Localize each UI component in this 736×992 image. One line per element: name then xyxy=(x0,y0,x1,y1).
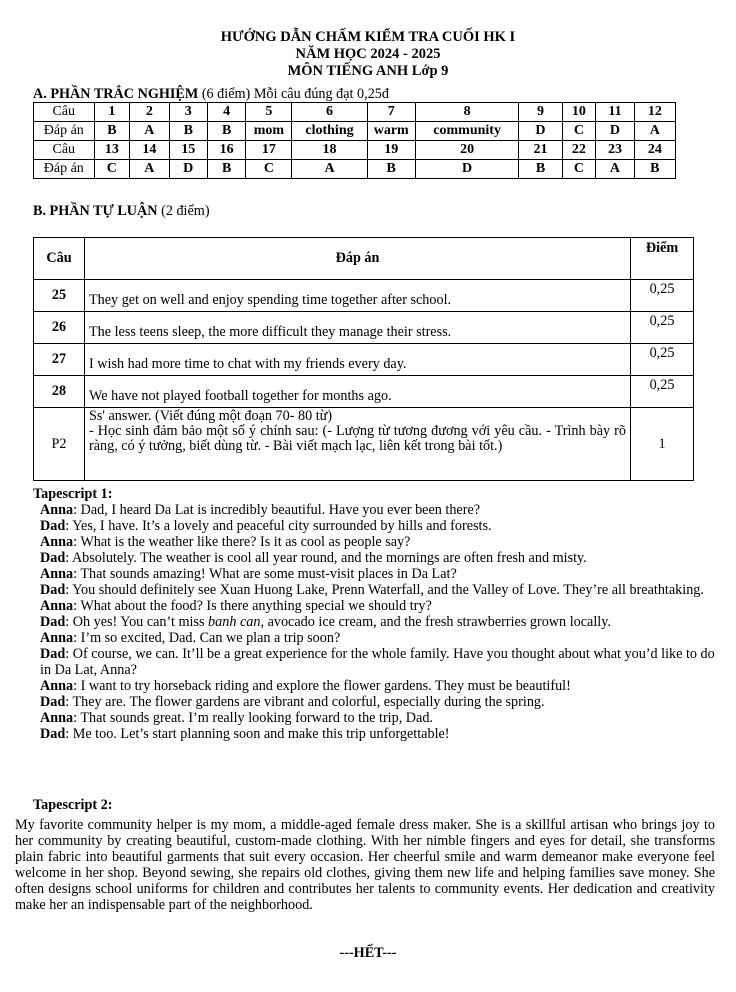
essay-row xyxy=(34,376,694,408)
dialogue-text: : Me too. Let’s start planning soon and make this trip unforgettable! xyxy=(65,726,450,742)
section-b-heading xyxy=(33,203,210,220)
writing-requirement: Ss' answer. (Viết đúng một đoạn 70- 80 từ) xyxy=(89,408,333,424)
essay-points: 0,25 xyxy=(631,312,694,344)
mc-label-dapan: Đáp án xyxy=(34,122,95,141)
speaker-name: Dad xyxy=(40,726,66,742)
dialogue-text: : Dad, I heard Da Lat is incredibly beautiful. Have you ever been there? xyxy=(73,502,481,518)
mc-cell: 18 xyxy=(292,141,367,160)
essay-points: 0,25 xyxy=(631,344,694,376)
essay-answer: I wish had more time to chat with my friends every day. xyxy=(85,344,631,376)
essay-answer: They get on well and enjoy spending time together after school. xyxy=(85,280,631,312)
dialogue-line xyxy=(33,710,715,726)
mc-row-answers-1 xyxy=(34,122,676,141)
mc-cell: 6 xyxy=(292,103,367,122)
mc-cell: B xyxy=(634,160,675,179)
section-b-title: B. PHẦN TỰ LUẬN xyxy=(33,203,158,219)
mc-label-dapan: Đáp án xyxy=(34,160,95,179)
mc-cell: 20 xyxy=(415,141,519,160)
header-school-year: NĂM HỌC 2024 - 2025 xyxy=(295,46,441,62)
mc-cell: B xyxy=(169,122,207,141)
mc-cell: B xyxy=(207,160,245,179)
mc-cell: 10 xyxy=(562,103,596,122)
dialogue-line xyxy=(33,518,715,534)
dialogue-text: : That sounds great. I’m really looking forward to the trip, Dad. xyxy=(73,710,433,726)
dialogue-text: : I want to try horseback riding and explore the flower gardens. They must be beautiful! xyxy=(73,678,571,694)
speaker-name: Anna xyxy=(40,678,74,694)
dialogue-text: : Yes, I have. It’s a lovely and peaceful city surrounded by hills and forests. xyxy=(65,518,492,534)
speaker-name: Anna xyxy=(40,502,74,518)
header-title: HƯỚNG DẪN CHẤM KIỂM TRA CUỐI HK I xyxy=(220,29,516,45)
mc-cell: D xyxy=(596,122,634,141)
dialogue-text: : They are. The flower gardens are vibrant and colorful, especially during the spring. xyxy=(65,694,545,710)
dialogue-text: : I’m so excited, Dad. Can we plan a trip soon? xyxy=(73,630,341,646)
mc-cell: A xyxy=(130,122,169,141)
dialogue-line xyxy=(33,582,715,598)
mc-cell: warm xyxy=(367,122,415,141)
mc-cell: A xyxy=(634,122,675,141)
mc-cell: 5 xyxy=(246,103,292,122)
speaker-name: Dad xyxy=(40,646,66,662)
essay-col-dapan: Đáp án xyxy=(85,238,631,280)
mc-cell: 24 xyxy=(634,141,675,160)
essay-question-number: 27 xyxy=(34,344,85,376)
dialogue-line xyxy=(33,502,715,518)
tapescript-1 xyxy=(33,486,715,742)
mc-cell: C xyxy=(562,122,596,141)
dialogue-line xyxy=(33,614,715,630)
mc-cell: B xyxy=(94,122,130,141)
mc-cell: mom xyxy=(246,122,292,141)
mc-cell: 3 xyxy=(169,103,207,122)
mc-cell: 1 xyxy=(94,103,130,122)
mc-cell: 13 xyxy=(94,141,130,160)
dialogue-line xyxy=(33,630,715,646)
section-a-heading xyxy=(33,86,389,102)
essay-points: 0,25 xyxy=(631,280,694,312)
tapescript-2-title: Tapescript 2: xyxy=(33,797,113,813)
mc-cell: 14 xyxy=(130,141,169,160)
speaker-name: Anna xyxy=(40,566,74,582)
mc-row-numbers-2 xyxy=(34,141,676,160)
speaker-name: Dad xyxy=(40,694,66,710)
essay-row-p2 xyxy=(34,408,694,481)
essay-question-number: 26 xyxy=(34,312,85,344)
mc-cell: D xyxy=(519,122,562,141)
mc-cell: 4 xyxy=(207,103,245,122)
mc-cell: A xyxy=(130,160,169,179)
speaker-name: Dad xyxy=(40,614,66,630)
dish-name: banh can xyxy=(208,614,261,630)
mc-cell: A xyxy=(596,160,634,179)
mc-cell: 15 xyxy=(169,141,207,160)
speaker-name: Anna xyxy=(40,630,74,646)
essay-question-number: P2 xyxy=(34,408,85,481)
dialogue-text: : What is the weather like there? Is it as cool as people say? xyxy=(73,534,411,550)
essay-row xyxy=(34,312,694,344)
mc-row-numbers-1 xyxy=(34,103,676,122)
speaker-name: Dad xyxy=(40,582,66,598)
mc-cell: 22 xyxy=(562,141,596,160)
mc-cell: B xyxy=(519,160,562,179)
mc-row-answers-2 xyxy=(34,160,676,179)
essay-col-cau: Câu xyxy=(34,238,85,280)
dialogue-text: : What about the food? Is there anything special we should try? xyxy=(73,598,432,614)
essay-answer-table xyxy=(33,237,694,481)
essay-header-row xyxy=(34,238,694,280)
essay-answer: The less teens sleep, the more difficult they manage their stress. xyxy=(85,312,631,344)
mc-cell: 12 xyxy=(634,103,675,122)
mc-label-cau: Câu xyxy=(34,103,95,122)
dialogue-line xyxy=(33,566,715,582)
mc-cell: community xyxy=(415,122,519,141)
mc-cell: C xyxy=(562,160,596,179)
dialogue-line xyxy=(33,726,715,742)
essay-row xyxy=(34,344,694,376)
essay-row xyxy=(34,280,694,312)
mc-cell: 23 xyxy=(596,141,634,160)
essay-col-diem: Điểm xyxy=(631,238,694,280)
essay-points: 0,25 xyxy=(631,376,694,408)
tapescript-1-dialogue xyxy=(33,502,715,742)
mc-cell: clothing xyxy=(292,122,367,141)
mc-cell: 8 xyxy=(415,103,519,122)
mc-cell: D xyxy=(169,160,207,179)
dialogue-line xyxy=(33,646,715,678)
essay-points: 1 xyxy=(631,408,694,481)
essay-question-number: 28 xyxy=(34,376,85,408)
mc-cell: B xyxy=(367,160,415,179)
tapescript-2-text: My favorite community helper is my mom, a middle-aged female dress maker. She is a skillful artisan who brings joy to her community by creating beautiful, custom-made clothing. With her nimble fingers and eyes for detail, she transforms plain fabric into beautiful garments that suit every occasion. Her cheerful smile and warm demeanor make everyone feel welcome in her shop. Beyond sewing, she repairs old clothes, giving them new life and helping families save money. She often designs school uniforms for children and contributes her talents to community events. Her dedication and creativity make her an indispensable part of the neighborhood. xyxy=(15,817,715,913)
mc-cell: 7 xyxy=(367,103,415,122)
dialogue-line xyxy=(33,694,715,710)
dialogue-text: : Of course, we can. It’ll be a great experience for the whole family. Have you thought about what you’d like to do in Da Lat, Anna? xyxy=(40,646,715,678)
mc-cell: C xyxy=(94,160,130,179)
dialogue-text: : Absolutely. The weather is cool all year round, and the mornings are often fresh and misty. xyxy=(65,550,587,566)
mc-cell: A xyxy=(292,160,367,179)
end-marker: ---HẾT--- xyxy=(339,945,397,961)
mc-label-cau: Câu xyxy=(34,141,95,160)
essay-question-number: 25 xyxy=(34,280,85,312)
mc-cell: C xyxy=(246,160,292,179)
dialogue-text: : You should definitely see Xuan Huong Lake, Prenn Waterfall, and the Valley of Love. They’re all breathtaking. xyxy=(65,582,704,598)
essay-answer: We have not played football together for months ago. xyxy=(85,376,631,408)
header-subject: MÔN TIẾNG ANH Lớp 9 xyxy=(287,63,449,79)
mc-cell: D xyxy=(415,160,519,179)
dialogue-line xyxy=(33,678,715,694)
speaker-name: Anna xyxy=(40,710,74,726)
writing-criteria-list: - Học sinh đảm bảo một số ý chính sau: (- Lượng từ tương đương với yêu cầu. - Trình bày rõ ràng, có ý tưởng, biết dùng từ. - Bài viết mạch lạc, liên kết trong bài tốt.) xyxy=(89,423,626,454)
mc-cell: B xyxy=(207,122,245,141)
section-a-note: (6 điểm) Mỗi câu đúng đạt 0,25đ xyxy=(198,86,389,102)
speaker-name: Dad xyxy=(40,518,66,534)
dialogue-text: : Oh yes! You can’t miss xyxy=(65,614,209,630)
mc-cell: 16 xyxy=(207,141,245,160)
dialogue-line xyxy=(33,550,715,566)
dialogue-line xyxy=(33,598,715,614)
tapescript-1-title: Tapescript 1: xyxy=(33,486,113,502)
section-a-title: A. PHẦN TRẮC NGHIỆM xyxy=(33,86,199,102)
mc-cell: 17 xyxy=(246,141,292,160)
mc-cell: 19 xyxy=(367,141,415,160)
mc-cell: 2 xyxy=(130,103,169,122)
dialogue-text: : That sounds amazing! What are some must-visit places in Da Lat? xyxy=(73,566,457,582)
mc-cell: 21 xyxy=(519,141,562,160)
document-header xyxy=(0,29,736,80)
essay-writing-criteria xyxy=(85,408,631,481)
multiple-choice-answer-table xyxy=(33,102,676,179)
mc-cell: 11 xyxy=(596,103,634,122)
speaker-name: Anna xyxy=(40,534,74,550)
dialogue-line xyxy=(33,534,715,550)
section-b-note: (2 điểm) xyxy=(157,203,210,219)
dialogue-text: , avocado ice cream, and the fresh strawberries grown locally. xyxy=(260,614,611,630)
mc-cell: 9 xyxy=(519,103,562,122)
speaker-name: Dad xyxy=(40,550,66,566)
speaker-name: Anna xyxy=(40,598,74,614)
